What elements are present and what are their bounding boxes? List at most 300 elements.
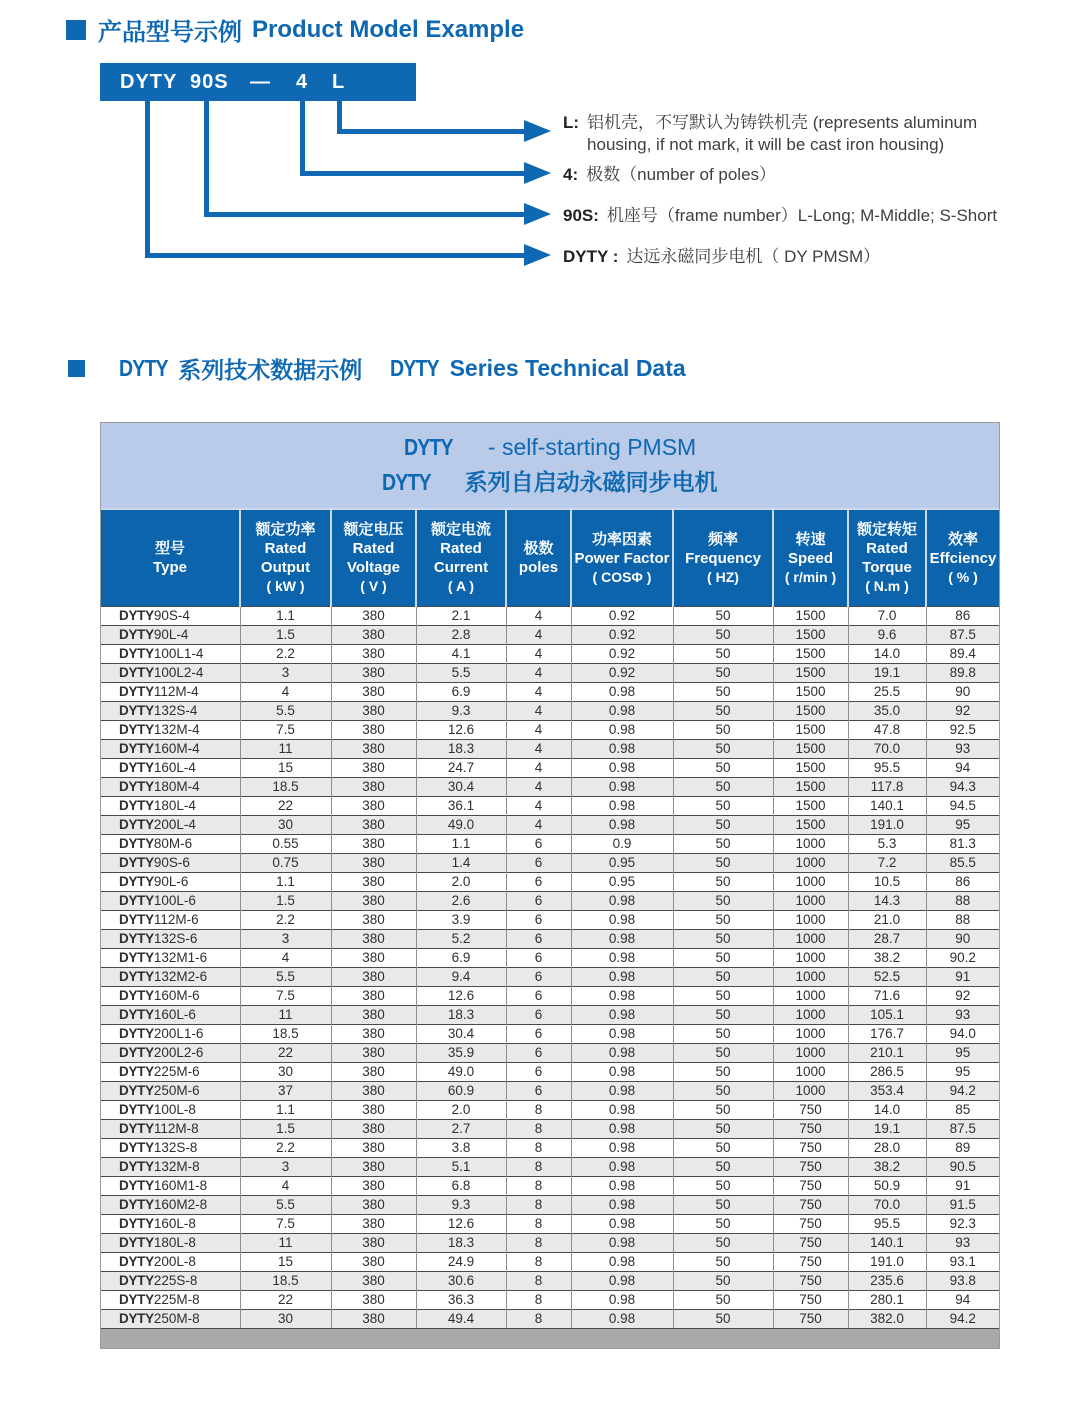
data-cell: 50: [673, 664, 773, 683]
data-cell: 92: [926, 702, 999, 721]
data-cell: 380: [331, 626, 416, 645]
model-cell: DYTY100L1-4: [101, 645, 240, 664]
table-row: [101, 949, 999, 968]
data-cell: 380: [331, 1215, 416, 1234]
data-cell: 1000: [773, 1025, 848, 1044]
data-cell: 93: [926, 740, 999, 759]
data-cell: 4: [506, 721, 571, 740]
data-cell: 0.98: [571, 721, 673, 740]
data-cell: 6: [506, 1082, 571, 1101]
model-cell: DYTY180L-4: [101, 797, 240, 816]
data-cell: 750: [773, 1196, 848, 1215]
table-row: [101, 1272, 999, 1291]
section2-title-en: Series Technical Data: [449, 355, 686, 381]
data-cell: 6: [506, 949, 571, 968]
data-cell: 1.5: [240, 1120, 331, 1139]
data-cell: 1000: [773, 1044, 848, 1063]
model-cell: DYTY160L-8: [101, 1215, 240, 1234]
data-cell: 50: [673, 1177, 773, 1196]
data-cell: 91: [926, 1177, 999, 1196]
table-row: [101, 816, 999, 835]
data-cell: 5.5: [240, 968, 331, 987]
data-cell: 2.7: [416, 1120, 506, 1139]
data-cell: 380: [331, 721, 416, 740]
model-cell: DYTY80M-6: [101, 835, 240, 854]
data-cell: 0.98: [571, 1158, 673, 1177]
legend-key: L:: [563, 113, 580, 132]
table-row: [101, 740, 999, 759]
data-cell: 1500: [773, 740, 848, 759]
model-part-poles: 4: [296, 71, 309, 93]
data-cell: 1.1: [240, 873, 331, 892]
data-cell: 5.5: [416, 664, 506, 683]
data-cell: 380: [331, 835, 416, 854]
data-cell: 15: [240, 759, 331, 778]
table-title-brand: DYTY: [382, 469, 432, 495]
data-cell: 95: [926, 1063, 999, 1082]
table-title-rest: - self-starting PMSM: [487, 434, 697, 460]
data-cell: 15: [240, 1253, 331, 1272]
data-cell: 50: [673, 1082, 773, 1101]
data-cell: 81.3: [926, 835, 999, 854]
data-cell: 380: [331, 911, 416, 930]
data-cell: 1000: [773, 987, 848, 1006]
data-cell: 1.5: [240, 892, 331, 911]
data-cell: 49.0: [416, 816, 506, 835]
table-row: [101, 721, 999, 740]
data-cell: 0.98: [571, 987, 673, 1006]
data-cell: 38.2: [848, 1158, 926, 1177]
data-cell: 191.0: [848, 1253, 926, 1272]
data-cell: 0.98: [571, 1215, 673, 1234]
data-cell: 0.98: [571, 1196, 673, 1215]
data-cell: 6.9: [416, 683, 506, 702]
data-cell: 94: [926, 759, 999, 778]
model-cell: DYTY225M-6: [101, 1063, 240, 1082]
model-part-dash: —: [250, 71, 271, 93]
data-cell: 50: [673, 797, 773, 816]
data-cell: 14.0: [848, 645, 926, 664]
data-cell: 94.2: [926, 1310, 999, 1329]
data-cell: 49.0: [416, 1063, 506, 1082]
section2-title-zh-brand: DYTY: [119, 355, 168, 381]
data-cell: 11: [240, 740, 331, 759]
data-cell: 1000: [773, 835, 848, 854]
model-cell: DYTY250M-6: [101, 1082, 240, 1101]
data-cell: 1500: [773, 778, 848, 797]
table-row: [101, 987, 999, 1006]
data-cell: 89.8: [926, 664, 999, 683]
model-cell: DYTY100L2-4: [101, 664, 240, 683]
data-cell: 6.9: [416, 949, 506, 968]
data-cell: 0.98: [571, 1082, 673, 1101]
data-cell: 50: [673, 1158, 773, 1177]
data-cell: 3: [240, 664, 331, 683]
data-cell: 1000: [773, 1006, 848, 1025]
data-cell: 1.5: [240, 626, 331, 645]
data-cell: 35.0: [848, 702, 926, 721]
data-cell: 6: [506, 873, 571, 892]
data-cell: 91: [926, 968, 999, 987]
data-cell: 2.0: [416, 1101, 506, 1120]
table-row: [101, 664, 999, 683]
section-technical-data-title: [68, 352, 686, 385]
data-cell: 50: [673, 949, 773, 968]
connector-line-4: [300, 100, 305, 176]
data-cell: 6: [506, 911, 571, 930]
data-cell: 37: [240, 1082, 331, 1101]
table-row: [101, 778, 999, 797]
data-cell: 50: [673, 626, 773, 645]
table-title-rest: 系列自启动永磁同步电机: [464, 469, 718, 495]
data-cell: 18.3: [416, 1234, 506, 1253]
data-cell: 1000: [773, 949, 848, 968]
data-cell: 50: [673, 1310, 773, 1329]
data-cell: 380: [331, 1101, 416, 1120]
data-cell: 4: [506, 778, 571, 797]
data-cell: 28.0: [848, 1139, 926, 1158]
data-cell: 0.92: [571, 664, 673, 683]
data-cell: 50: [673, 816, 773, 835]
data-cell: 380: [331, 873, 416, 892]
data-cell: 750: [773, 1310, 848, 1329]
data-cell: 9.6: [848, 626, 926, 645]
column-header: 转速 Speed ( r/min ): [773, 509, 848, 607]
section2-title-zh: 系列技术数据示例: [178, 357, 363, 383]
table-row: [101, 911, 999, 930]
data-cell: 8: [506, 1177, 571, 1196]
data-cell: 1.4: [416, 854, 506, 873]
model-cell: DYTY225S-8: [101, 1272, 240, 1291]
model-cell: DYTY132S-8: [101, 1139, 240, 1158]
data-cell: 1.1: [240, 607, 331, 626]
table-row: [101, 1139, 999, 1158]
data-cell: 0.75: [240, 854, 331, 873]
connector-line-dyty: [145, 253, 527, 258]
section-product-model-title: [66, 12, 524, 47]
data-cell: 750: [773, 1272, 848, 1291]
data-cell: 0.98: [571, 1120, 673, 1139]
data-cell: 2.2: [240, 1139, 331, 1158]
data-cell: 95.5: [848, 759, 926, 778]
legend-text: 达远永磁同步电机（ DY PMSM）: [626, 247, 881, 266]
data-cell: 380: [331, 1120, 416, 1139]
technical-data-table: [100, 422, 1000, 1349]
model-cell: DYTY90L-6: [101, 873, 240, 892]
column-header: 额定转矩 Rated Torque ( N.m ): [848, 509, 926, 607]
data-cell: 6.8: [416, 1177, 506, 1196]
table-row: [101, 759, 999, 778]
table-row: [101, 1234, 999, 1253]
data-cell: 210.1: [848, 1044, 926, 1063]
data-cell: 750: [773, 1291, 848, 1310]
data-cell: 50: [673, 854, 773, 873]
data-cell: 1500: [773, 683, 848, 702]
data-cell: 0.9: [571, 835, 673, 854]
data-cell: 380: [331, 607, 416, 626]
column-header: 功率因素 Power Factor ( COSΦ ): [571, 509, 673, 607]
data-cell: 0.92: [571, 607, 673, 626]
model-cell: DYTY112M-6: [101, 911, 240, 930]
data-cell: 0.95: [571, 873, 673, 892]
data-cell: 22: [240, 1044, 331, 1063]
data-cell: 0.98: [571, 1101, 673, 1120]
data-cell: 95.5: [848, 1215, 926, 1234]
data-cell: 0.98: [571, 778, 673, 797]
data-cell: 25.5: [848, 683, 926, 702]
table-row: [101, 892, 999, 911]
data-cell: 8: [506, 1101, 571, 1120]
data-cell: 90.2: [926, 949, 999, 968]
data-cell: 750: [773, 1101, 848, 1120]
table-row: [101, 1158, 999, 1177]
data-cell: 50: [673, 1272, 773, 1291]
data-cell: 4: [240, 683, 331, 702]
data-cell: 191.0: [848, 816, 926, 835]
data-cell: 0.98: [571, 1044, 673, 1063]
table-row: [101, 1044, 999, 1063]
data-cell: 380: [331, 778, 416, 797]
data-cell: 4: [506, 607, 571, 626]
model-cell: DYTY90S-4: [101, 607, 240, 626]
data-cell: 4: [506, 664, 571, 683]
data-cell: 22: [240, 797, 331, 816]
legend-text: 极数（number of poles）: [586, 165, 777, 184]
data-cell: 50: [673, 683, 773, 702]
table-row: [101, 1177, 999, 1196]
data-cell: 0.98: [571, 1291, 673, 1310]
model-cell: DYTY160L-6: [101, 1006, 240, 1025]
data-cell: 88: [926, 911, 999, 930]
data-cell: 6: [506, 968, 571, 987]
model-cell: DYTY90S-6: [101, 854, 240, 873]
model-cell: DYTY200L1-6: [101, 1025, 240, 1044]
data-cell: 1500: [773, 626, 848, 645]
data-cell: 50: [673, 1234, 773, 1253]
data-cell: 85: [926, 1101, 999, 1120]
data-cell: 4: [506, 645, 571, 664]
data-cell: 47.8: [848, 721, 926, 740]
table-row: [101, 626, 999, 645]
data-cell: 4: [240, 949, 331, 968]
model-cell: DYTY100L-6: [101, 892, 240, 911]
model-cell: DYTY90L-4: [101, 626, 240, 645]
data-cell: 49.4: [416, 1310, 506, 1329]
data-cell: 380: [331, 816, 416, 835]
data-cell: 235.6: [848, 1272, 926, 1291]
data-cell: 92.3: [926, 1215, 999, 1234]
data-cell: 1500: [773, 664, 848, 683]
data-cell: 8: [506, 1139, 571, 1158]
data-cell: 30.4: [416, 1025, 506, 1044]
data-cell: 8: [506, 1215, 571, 1234]
data-cell: 71.6: [848, 987, 926, 1006]
model-cell: DYTY160M-4: [101, 740, 240, 759]
data-cell: 50: [673, 1253, 773, 1272]
data-cell: 5.3: [848, 835, 926, 854]
table-title-brand: DYTY: [403, 434, 453, 460]
data-cell: 11: [240, 1006, 331, 1025]
table-row: [101, 1215, 999, 1234]
data-cell: 50: [673, 759, 773, 778]
data-cell: 7.0: [848, 607, 926, 626]
data-cell: 18.5: [240, 1272, 331, 1291]
data-cell: 3.9: [416, 911, 506, 930]
data-cell: 382.0: [848, 1310, 926, 1329]
data-cell: 50: [673, 740, 773, 759]
table-row: [101, 1253, 999, 1272]
data-cell: 0.98: [571, 1272, 673, 1291]
data-cell: 89: [926, 1139, 999, 1158]
data-cell: 380: [331, 1063, 416, 1082]
data-cell: 18.5: [240, 1025, 331, 1044]
data-cell: 50: [673, 607, 773, 626]
data-cell: 94.0: [926, 1025, 999, 1044]
data-cell: 380: [331, 664, 416, 683]
model-cell: DYTY132M-8: [101, 1158, 240, 1177]
data-cell: 50: [673, 892, 773, 911]
data-cell: 0.98: [571, 683, 673, 702]
data-cell: 50: [673, 873, 773, 892]
data-cell: 380: [331, 1082, 416, 1101]
data-cell: 176.7: [848, 1025, 926, 1044]
data-cell: 380: [331, 683, 416, 702]
data-cell: 4: [506, 702, 571, 721]
table-row: [101, 607, 999, 626]
data-cell: 50: [673, 987, 773, 1006]
data-cell: 1.1: [416, 835, 506, 854]
table-row: [101, 1082, 999, 1101]
data-cell: 380: [331, 1158, 416, 1177]
data-cell: 1000: [773, 968, 848, 987]
data-cell: 50: [673, 702, 773, 721]
connector-line-dyty: [145, 100, 150, 258]
arrow-icon: [524, 203, 551, 225]
data-cell: 10.5: [848, 873, 926, 892]
data-cell: 380: [331, 1272, 416, 1291]
data-cell: 0.98: [571, 1234, 673, 1253]
bullet-square-icon: [68, 360, 85, 377]
data-cell: 0.98: [571, 968, 673, 987]
data-cell: 1000: [773, 873, 848, 892]
data-cell: 0.98: [571, 1025, 673, 1044]
arrow-icon: [524, 120, 551, 142]
connector-line-l: [337, 129, 527, 134]
data-cell: 18.5: [240, 778, 331, 797]
data-cell: 92: [926, 987, 999, 1006]
data-cell: 4: [506, 683, 571, 702]
data-cell: 9.3: [416, 1196, 506, 1215]
connector-line-4: [300, 171, 527, 176]
data-cell: 0.98: [571, 930, 673, 949]
data-cell: 1000: [773, 854, 848, 873]
data-cell: 86: [926, 607, 999, 626]
data-cell: 8: [506, 1196, 571, 1215]
data-cell: 50: [673, 1215, 773, 1234]
data-cell: 2.0: [416, 873, 506, 892]
data-cell: 380: [331, 930, 416, 949]
data-cell: 380: [331, 987, 416, 1006]
data-cell: 95: [926, 816, 999, 835]
model-part-frame: 90S: [190, 71, 229, 93]
data-cell: 4: [506, 759, 571, 778]
data-cell: 93.1: [926, 1253, 999, 1272]
data-cell: 750: [773, 1234, 848, 1253]
data-cell: 3.8: [416, 1139, 506, 1158]
data-cell: 88: [926, 892, 999, 911]
data-cell: 1000: [773, 911, 848, 930]
data-cell: 0.98: [571, 892, 673, 911]
model-cell: DYTY180L-8: [101, 1234, 240, 1253]
data-cell: 90: [926, 683, 999, 702]
table-row: [101, 873, 999, 892]
data-cell: 4.1: [416, 645, 506, 664]
data-cell: 50: [673, 1120, 773, 1139]
data-cell: 6: [506, 1044, 571, 1063]
model-cell: DYTY132S-6: [101, 930, 240, 949]
legend-key: DYTY :: [563, 247, 619, 266]
data-cell: 4: [240, 1177, 331, 1196]
model-cell: DYTY112M-4: [101, 683, 240, 702]
data-cell: 9.4: [416, 968, 506, 987]
data-cell: 91.5: [926, 1196, 999, 1215]
data-cell: 8: [506, 1310, 571, 1329]
model-cell: DYTY200L-4: [101, 816, 240, 835]
data-cell: 0.95: [571, 854, 673, 873]
data-cell: 0.98: [571, 911, 673, 930]
data-cell: 93: [926, 1234, 999, 1253]
table-row: [101, 1006, 999, 1025]
model-cell: DYTY200L-8: [101, 1253, 240, 1272]
data-cell: 50: [673, 968, 773, 987]
table-row: [101, 683, 999, 702]
data-cell: 8: [506, 1120, 571, 1139]
data-cell: 0.98: [571, 816, 673, 835]
data-cell: 140.1: [848, 1234, 926, 1253]
data-cell: 30: [240, 816, 331, 835]
model-cell: DYTY132M1-6: [101, 949, 240, 968]
data-cell: 94: [926, 1291, 999, 1310]
data-cell: 3: [240, 1158, 331, 1177]
data-cell: 1000: [773, 892, 848, 911]
connector-line-90s: [204, 100, 209, 217]
data-cell: 7.5: [240, 1215, 331, 1234]
data-cell: 9.3: [416, 702, 506, 721]
data-cell: 28.7: [848, 930, 926, 949]
model-cell: DYTY225M-8: [101, 1291, 240, 1310]
legend-key: 90S:: [563, 206, 599, 225]
model-code-box: [100, 63, 416, 101]
data-cell: 30.4: [416, 778, 506, 797]
model-cell: DYTY160L-4: [101, 759, 240, 778]
model-cell: DYTY132S-4: [101, 702, 240, 721]
data-cell: 89.4: [926, 645, 999, 664]
data-cell: 6: [506, 1063, 571, 1082]
data-cell: 0.98: [571, 1310, 673, 1329]
data-cell: 94.3: [926, 778, 999, 797]
table-title-band: [101, 423, 999, 508]
data-cell: 0.55: [240, 835, 331, 854]
data-cell: 105.1: [848, 1006, 926, 1025]
data-cell: 286.5: [848, 1063, 926, 1082]
data-cell: 19.1: [848, 664, 926, 683]
data-cell: 750: [773, 1139, 848, 1158]
data-cell: 0.98: [571, 1063, 673, 1082]
table-row: [101, 645, 999, 664]
data-cell: 1500: [773, 797, 848, 816]
data-cell: 6: [506, 854, 571, 873]
column-header: 频率 Frequency ( HZ): [673, 509, 773, 607]
